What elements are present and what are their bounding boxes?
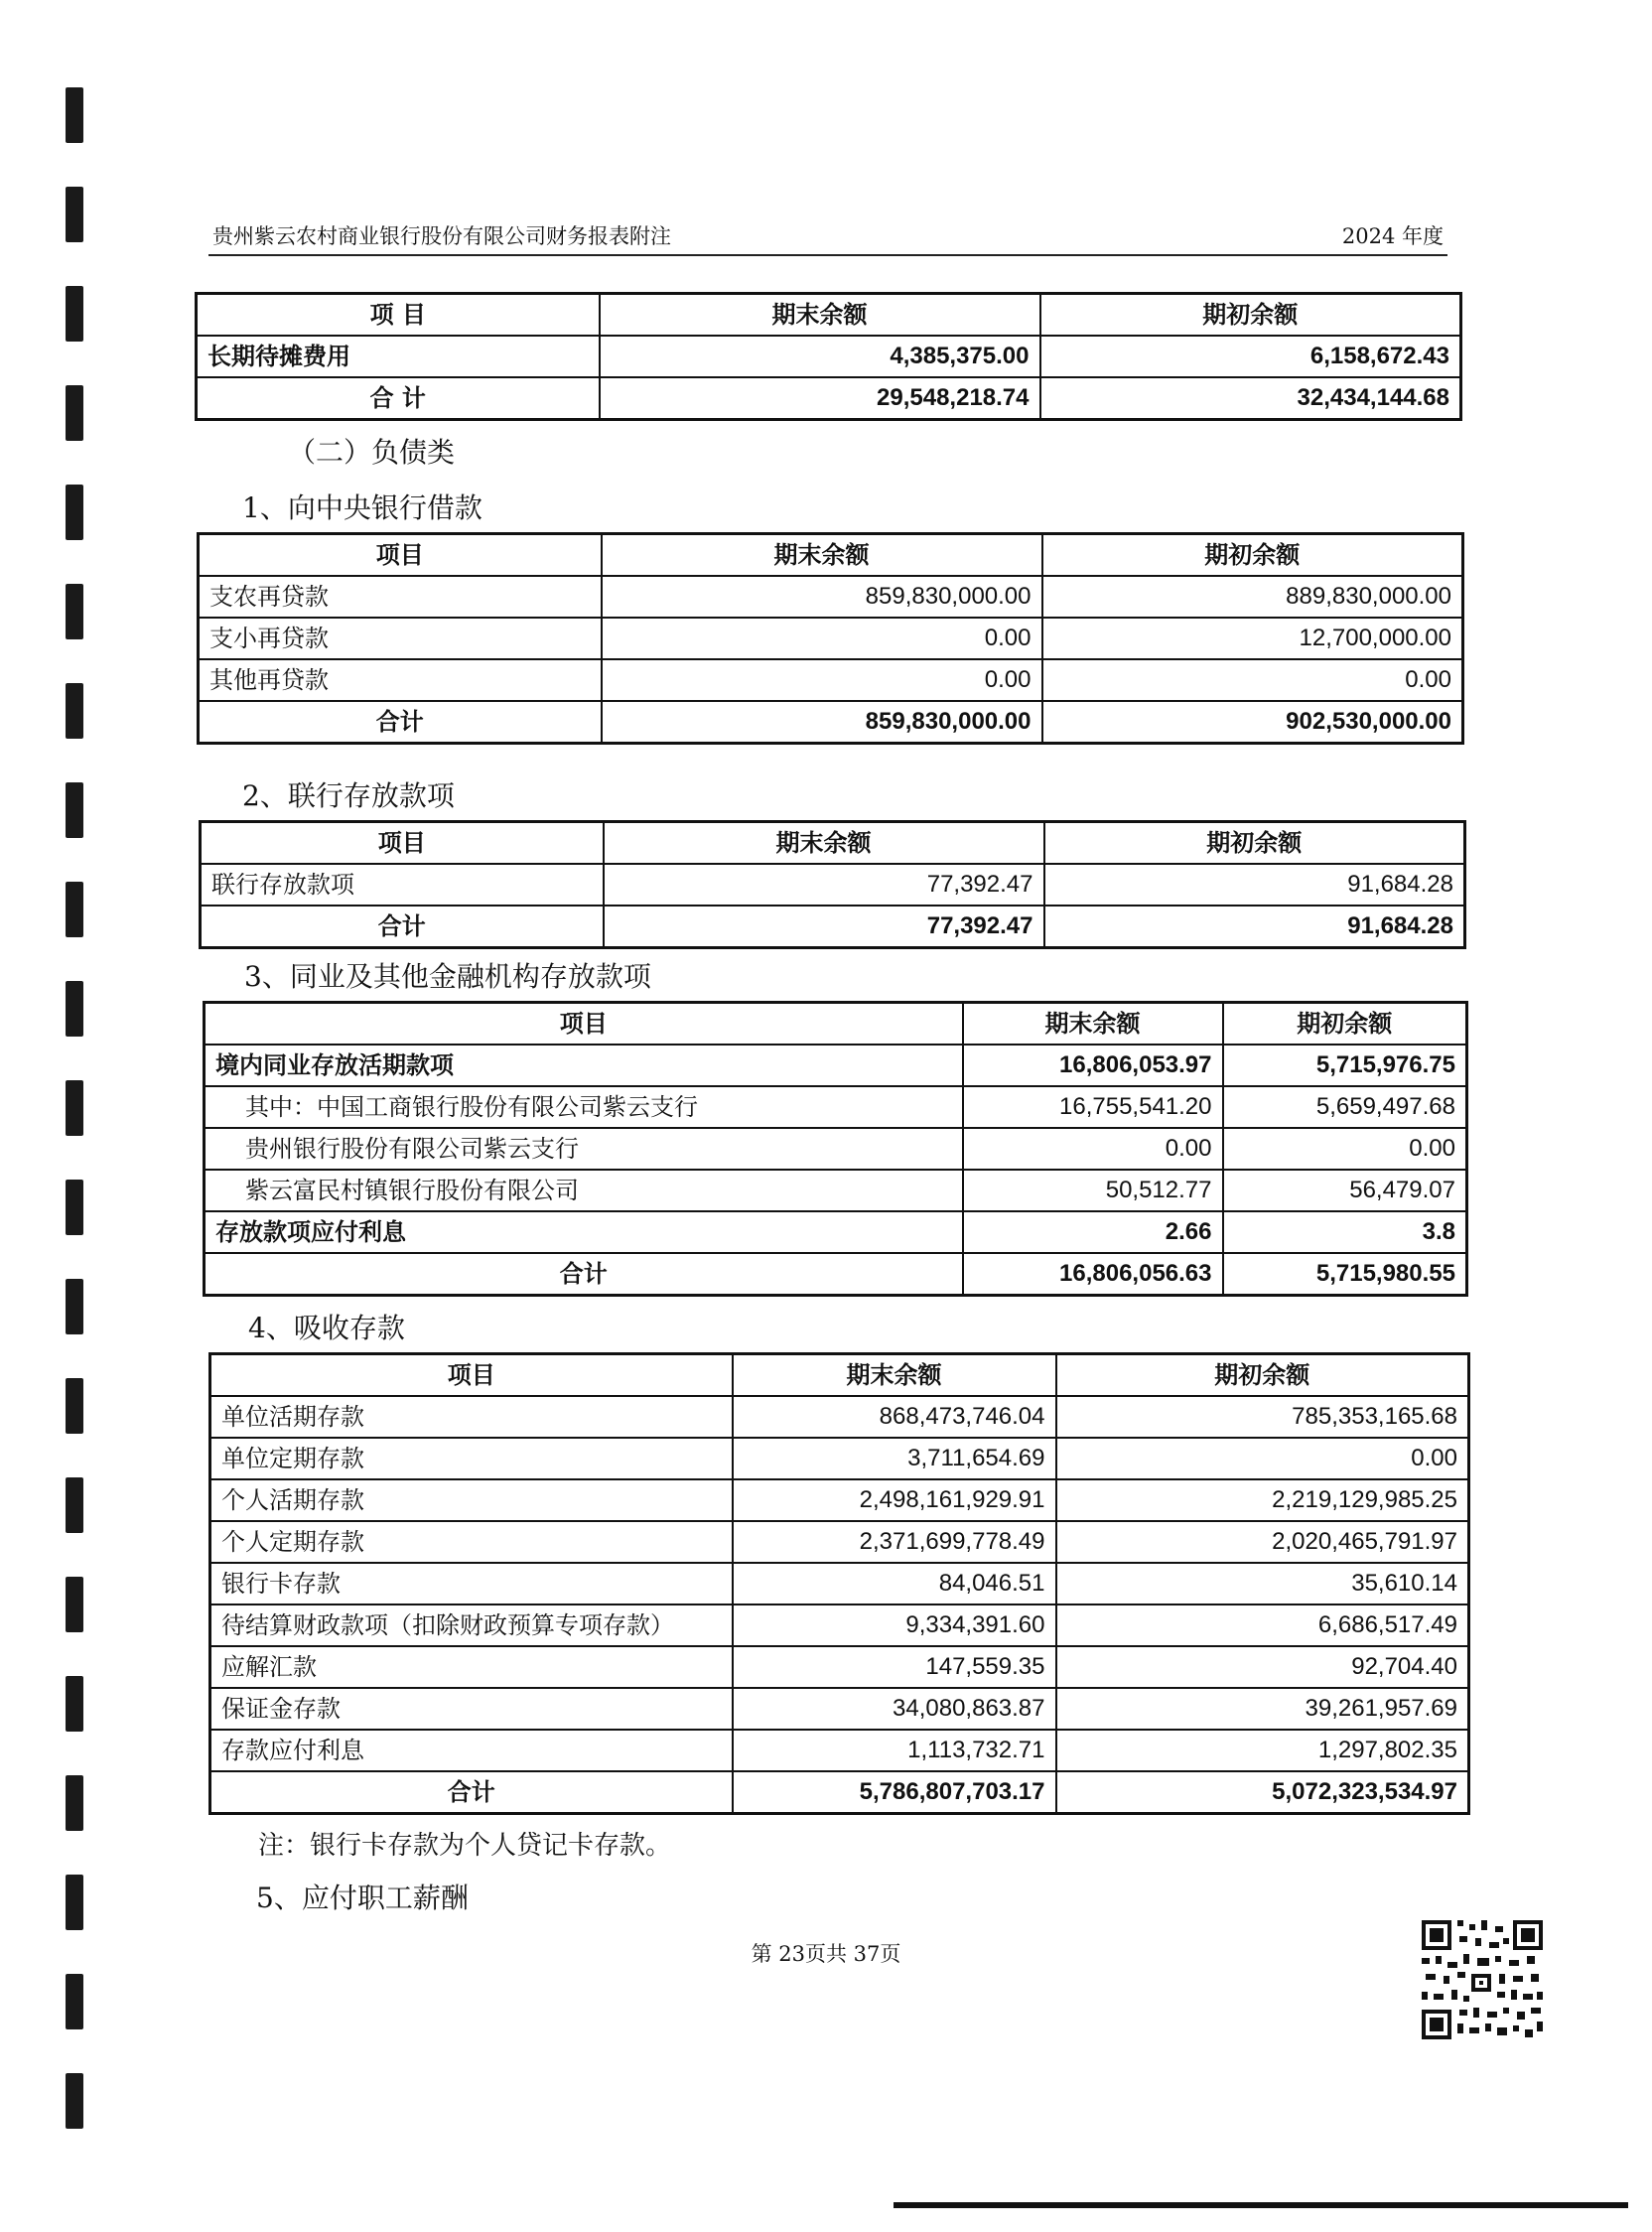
table-row: 存放款项应付利息 2.66 3.8 [205, 1211, 1467, 1253]
central-bank-borrowings-table [197, 532, 1464, 745]
deposits-note: 注：银行卡存款为个人贷记卡存款。 [258, 1831, 672, 1861]
header-item: 项 目 [197, 294, 600, 337]
table-row: 个人活期存款 2,498,161,929.91 2,219,129,985.25 [210, 1479, 1469, 1521]
binding-mark [66, 286, 83, 342]
deposits-table [208, 1352, 1470, 1815]
scan-edge-line [894, 2202, 1628, 2208]
table-row: 紫云富民村镇银行股份有限公司 50,512.77 56,479.07 [205, 1170, 1467, 1211]
table-row: 支农再贷款 859,830,000.00 889,830,000.00 [199, 576, 1463, 618]
section-5-title: 5、应付职工薪酬 [256, 1882, 469, 1914]
table-row: 贵州银行股份有限公司紫云支行 0.00 0.00 [205, 1128, 1467, 1170]
binding-mark [66, 1378, 83, 1434]
binding-mark [66, 782, 83, 838]
section-1-title: 1、向中央银行借款 [242, 491, 482, 524]
binding-mark [66, 584, 83, 639]
table-total-row: 合计 859,830,000.00 902,530,000.00 [199, 701, 1463, 744]
qr-code-icon [1418, 1916, 1547, 2043]
binding-mark [66, 1080, 83, 1136]
binding-mark [66, 385, 83, 441]
binding-mark [66, 1279, 83, 1334]
binding-mark [66, 187, 83, 242]
table-total-row: 合计 77,392.47 91,684.28 [201, 906, 1465, 948]
header-begin-balance: 期初余额 [1040, 294, 1461, 337]
table-total-row: 合 计 29,548,218.74 32,434,144.68 [197, 377, 1461, 420]
binding-mark [66, 683, 83, 739]
binding-mark [66, 981, 83, 1037]
table-row: 应解汇款 147,559.35 92,704.40 [210, 1646, 1469, 1688]
table-row: 银行卡存款 84,046.51 35,610.14 [210, 1563, 1469, 1604]
table-row: 待结算财政款项（扣除财政预算专项存款） 9,334,391.60 6,686,517.49 [210, 1604, 1469, 1646]
interbank-deposits-table [203, 1001, 1468, 1297]
binding-mark [66, 1775, 83, 1831]
table-row: 单位定期存款 3,711,654.69 0.00 [210, 1438, 1469, 1479]
asset-table-continued [195, 292, 1462, 421]
table-row: 支小再贷款 0.00 12,700,000.00 [199, 618, 1463, 659]
section-3-title: 3、同业及其他金融机构存放款项 [244, 960, 651, 993]
table-row: 联行存放款项 77,392.47 91,684.28 [201, 864, 1465, 906]
table-header-row: 项目 期末余额 期初余额 [201, 822, 1465, 865]
binding-mark [66, 882, 83, 937]
table-row: 其中：中国工商银行股份有限公司紫云支行 16,755,541.20 5,659,497.68 [205, 1086, 1467, 1128]
table-header-row [197, 294, 1461, 337]
table-row: 保证金存款 34,080,863.87 39,261,957.69 [210, 1688, 1469, 1730]
table-row: 长期待摊费用 4,385,375.00 6,158,672.43 [197, 336, 1461, 377]
binding-marks [62, 79, 91, 2125]
binding-mark [66, 1577, 83, 1632]
binding-mark [66, 87, 83, 143]
header-end-balance: 期末余额 [600, 294, 1040, 337]
section-2-title: 2、联行存放款项 [242, 779, 455, 812]
binding-mark [66, 1477, 83, 1533]
table-row: 个人定期存款 2,371,699,778.49 2,020,465,791.97 [210, 1521, 1469, 1563]
section-4-title: 4、吸收存款 [248, 1312, 405, 1344]
table-header-row: 项目 期末余额 期初余额 [205, 1003, 1467, 1046]
report-year: 2024 年度 [1341, 224, 1444, 248]
page-header [208, 220, 1447, 256]
binding-mark [66, 1676, 83, 1732]
interbranch-deposits-table [199, 820, 1466, 949]
table-header-row: 项目 期末余额 期初余额 [210, 1354, 1469, 1397]
binding-mark [66, 1180, 83, 1235]
table-row: 其他再贷款 0.00 0.00 [199, 659, 1463, 701]
binding-mark [66, 485, 83, 540]
table-row: 境内同业存放活期款项 16,806,053.97 5,715,976.75 [205, 1045, 1467, 1086]
table-row: 存款应付利息 1,113,732.71 1,297,802.35 [210, 1730, 1469, 1771]
page-number: 第 23页共 37页 [751, 1942, 901, 1966]
table-row: 单位活期存款 868,473,746.04 785,353,165.68 [210, 1396, 1469, 1438]
table-total-row: 合计 16,806,056.63 5,715,980.55 [205, 1253, 1467, 1296]
table-total-row: 合计 5,786,807,703.17 5,072,323,534.97 [210, 1771, 1469, 1814]
table-header-row: 项目 期末余额 期初余额 [199, 534, 1463, 577]
section-liabilities-heading: （二）负债类 [288, 436, 456, 469]
binding-mark [66, 2073, 83, 2129]
binding-mark [66, 1974, 83, 2029]
binding-mark [66, 1875, 83, 1930]
report-title: 贵州紫云农村商业银行股份有限公司财务报表附注 [212, 224, 671, 248]
